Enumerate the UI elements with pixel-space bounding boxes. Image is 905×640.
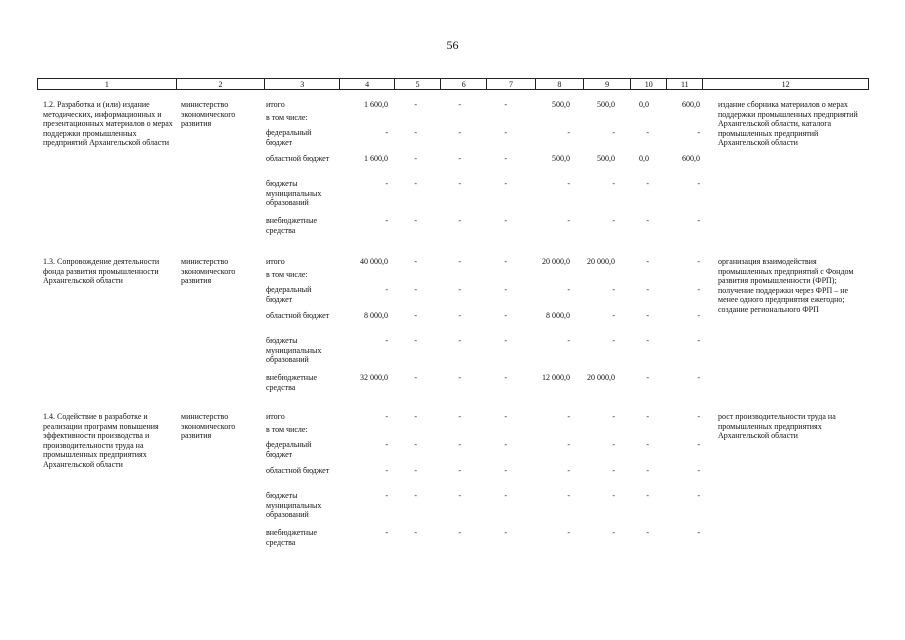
amount-cell: - [646, 466, 649, 475]
amount-cell: - [697, 128, 700, 137]
column-header-1: 1 [38, 79, 177, 90]
column-header-8: 8 [535, 79, 583, 90]
amount-cell: - [385, 440, 388, 449]
amount-cell: - [646, 491, 649, 500]
funding-source-label: в том числе: [266, 113, 308, 122]
amount-cell: - [414, 100, 417, 109]
amount-cell: - [567, 336, 570, 345]
amount-cell: - [458, 128, 461, 137]
amount-cell: 40 000,0 [360, 257, 388, 266]
amount-cell: - [414, 491, 417, 500]
amount-cell: - [414, 528, 417, 537]
amount-cell: - [414, 440, 417, 449]
amount-cell: - [385, 285, 388, 294]
amount-cell: 20 000,0 [542, 257, 570, 266]
amount-cell: - [646, 412, 649, 421]
amount-cell: 500,0 [597, 100, 615, 109]
amount-cell: - [385, 179, 388, 188]
amount-cell: - [567, 216, 570, 225]
amount-cell: - [414, 154, 417, 163]
funding-source-label: внебюджетные средства [266, 373, 317, 392]
amount-cell: - [458, 373, 461, 382]
amount-cell: - [385, 528, 388, 537]
amount-cell: - [646, 179, 649, 188]
column-header-9: 9 [584, 79, 631, 90]
activity-result: рост производительности труда на промышленных предприятиях Архангельской области [718, 412, 836, 440]
amount-cell: - [504, 412, 507, 421]
activity-result: организация взаимодействия промышленных предприятий с Фондом развития промышленности (ФРП); получение поддержки через ФРП – не менее одного предприятия ежегодно; создание регионального ФРП [718, 257, 854, 314]
amount-cell: - [504, 311, 507, 320]
column-header-5: 5 [394, 79, 440, 90]
amount-cell: - [414, 128, 417, 137]
amount-cell: - [458, 336, 461, 345]
amount-cell: - [646, 216, 649, 225]
column-header-12: 12 [703, 79, 869, 90]
amount-cell: 32 000,0 [360, 373, 388, 382]
column-header-10: 10 [631, 79, 667, 90]
amount-cell: - [612, 528, 615, 537]
funding-source-label: в том числе: [266, 425, 308, 434]
amount-cell: - [458, 412, 461, 421]
amount-cell: - [504, 336, 507, 345]
amount-cell: - [504, 257, 507, 266]
amount-cell: - [458, 285, 461, 294]
amount-cell: - [504, 128, 507, 137]
amount-cell: - [504, 216, 507, 225]
amount-cell: - [612, 128, 615, 137]
amount-cell: - [697, 466, 700, 475]
amount-cell: - [697, 257, 700, 266]
amount-cell: - [458, 100, 461, 109]
funding-source-label: бюджеты муниципальных образований [266, 491, 322, 519]
amount-cell: - [612, 336, 615, 345]
amount-cell: - [646, 336, 649, 345]
amount-cell: - [414, 179, 417, 188]
activity-executor: министерство экономического развития [181, 100, 236, 128]
amount-cell: - [458, 311, 461, 320]
funding-source-label: федеральный бюджет [266, 440, 312, 459]
funding-source-label: бюджеты муниципальных образований [266, 179, 322, 207]
amount-cell: - [458, 154, 461, 163]
amount-cell: - [567, 128, 570, 137]
funding-source-label: внебюджетные средства [266, 528, 317, 547]
amount-cell: - [697, 336, 700, 345]
amount-cell: - [458, 528, 461, 537]
amount-cell: - [385, 466, 388, 475]
amount-cell: 500,0 [552, 100, 570, 109]
column-header-4: 4 [340, 79, 395, 90]
amount-cell: - [458, 440, 461, 449]
amount-cell: - [697, 179, 700, 188]
amount-cell: - [612, 285, 615, 294]
amount-cell: - [567, 179, 570, 188]
column-header-11: 11 [667, 79, 703, 90]
amount-cell: - [504, 373, 507, 382]
amount-cell: - [697, 216, 700, 225]
amount-cell: - [697, 373, 700, 382]
amount-cell: - [567, 285, 570, 294]
funding-source-label: областной бюджет [266, 466, 330, 475]
amount-cell: - [646, 311, 649, 320]
funding-source-label: итого [266, 257, 285, 266]
activity-name: 1.2. Разработка и (или) издание методических, информационных и презентационных материалов о мерах поддержки промышленных предприятий Архангельской области [43, 100, 173, 147]
amount-cell: 1 600,0 [364, 100, 388, 109]
funding-source-label: федеральный бюджет [266, 128, 312, 147]
amount-cell: - [612, 216, 615, 225]
amount-cell: - [646, 440, 649, 449]
amount-cell: - [612, 466, 615, 475]
amount-cell: 500,0 [597, 154, 615, 163]
amount-cell: - [567, 440, 570, 449]
amount-cell: 0,0 [639, 100, 649, 109]
amount-cell: - [697, 285, 700, 294]
amount-cell: 8 000,0 [546, 311, 570, 320]
funding-source-label: бюджеты муниципальных образований [266, 336, 322, 364]
amount-cell: 600,0 [682, 100, 700, 109]
activity-executor: министерство экономического развития [181, 412, 236, 440]
activity-executor: министерство экономического развития [181, 257, 236, 285]
amount-cell: - [458, 257, 461, 266]
amount-cell: - [504, 440, 507, 449]
amount-cell: 0,0 [639, 154, 649, 163]
column-header-2: 2 [176, 79, 264, 90]
amount-cell: - [646, 373, 649, 382]
funding-source-label: федеральный бюджет [266, 285, 312, 304]
amount-cell: - [612, 311, 615, 320]
amount-cell: - [458, 179, 461, 188]
amount-cell: - [612, 491, 615, 500]
amount-cell: - [385, 491, 388, 500]
amount-cell: - [697, 311, 700, 320]
amount-cell: - [612, 412, 615, 421]
amount-cell: 600,0 [682, 154, 700, 163]
amount-cell: - [697, 491, 700, 500]
activity-name: 1.3. Сопровождение деятельности фонда развития промышленности Архангельской области [43, 257, 160, 285]
amount-cell: - [646, 257, 649, 266]
amount-cell: - [458, 491, 461, 500]
funding-source-label: областной бюджет [266, 311, 330, 320]
activity-name: 1.4. Содействие в разработке и реализации программ повышения эффективности производства и производительности труда на промышленных предприятиях Архангельской области [43, 412, 159, 469]
amount-cell: - [414, 216, 417, 225]
amount-cell: - [385, 412, 388, 421]
amount-cell: 1 600,0 [364, 154, 388, 163]
funding-source-label: итого [266, 100, 285, 109]
amount-cell: - [567, 528, 570, 537]
amount-cell: - [504, 466, 507, 475]
amount-cell: - [646, 285, 649, 294]
amount-cell: - [414, 466, 417, 475]
amount-cell: - [414, 257, 417, 266]
amount-cell: - [567, 412, 570, 421]
amount-cell: 20 000,0 [587, 373, 615, 382]
amount-cell: - [458, 216, 461, 225]
amount-cell: - [567, 466, 570, 475]
funding-source-label: итого [266, 412, 285, 421]
amount-cell: - [697, 412, 700, 421]
amount-cell: - [504, 154, 507, 163]
amount-cell: 8 000,0 [364, 311, 388, 320]
amount-cell: - [414, 285, 417, 294]
amount-cell: - [697, 440, 700, 449]
amount-cell: - [504, 100, 507, 109]
amount-cell: 12 000,0 [542, 373, 570, 382]
column-header-3: 3 [265, 79, 340, 90]
column-header-6: 6 [441, 79, 487, 90]
amount-cell: - [504, 285, 507, 294]
amount-cell: - [385, 216, 388, 225]
amount-cell: - [385, 128, 388, 137]
amount-cell: - [504, 528, 507, 537]
amount-cell: - [414, 373, 417, 382]
amount-cell: - [612, 179, 615, 188]
amount-cell: - [414, 336, 417, 345]
amount-cell: - [504, 491, 507, 500]
amount-cell: 20 000,0 [587, 257, 615, 266]
amount-cell: - [612, 440, 615, 449]
amount-cell: - [458, 466, 461, 475]
amount-cell: - [697, 528, 700, 537]
funding-source-label: в том числе: [266, 270, 308, 279]
amount-cell: - [504, 179, 507, 188]
amount-cell: - [385, 336, 388, 345]
funding-source-label: внебюджетные средства [266, 216, 317, 235]
page-number: 56 [446, 38, 459, 52]
column-header-7: 7 [487, 79, 535, 90]
column-header-row [37, 78, 869, 90]
amount-cell: - [414, 412, 417, 421]
amount-cell: - [646, 128, 649, 137]
funding-source-label: областной бюджет [266, 154, 330, 163]
amount-cell: 500,0 [552, 154, 570, 163]
amount-cell: - [414, 311, 417, 320]
amount-cell: - [646, 528, 649, 537]
amount-cell: - [567, 491, 570, 500]
activity-result: издание сборника материалов о мерах поддержки промышленных предприятий Архангельской области, каталога промышленных предприятий Архангельской области [718, 100, 858, 147]
